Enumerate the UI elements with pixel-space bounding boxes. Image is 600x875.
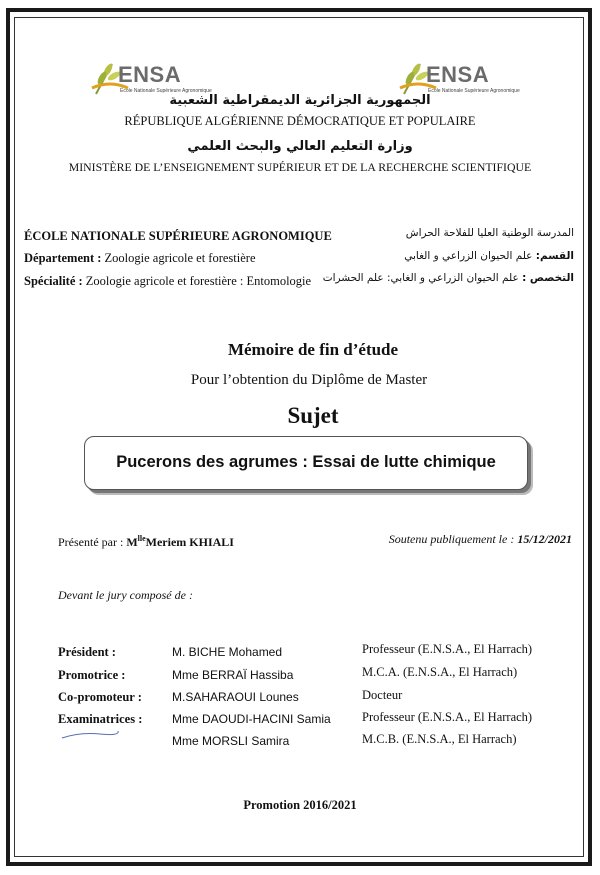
speciality-line-arabic <box>323 272 574 284</box>
ministry-french: MINISTÈRE DE L’ENSEIGNEMENT SUPÉRIEUR ET DE LA RECHERCHE SCIENTIFIQUE <box>68 160 532 174</box>
jury-grade: M.C.B. (E.N.S.A., El Harrach) <box>362 732 517 746</box>
subject-box <box>84 436 528 490</box>
department-label: Département : <box>24 251 102 265</box>
jury-name: Mme MORSLI Samira <box>172 734 290 748</box>
department-line <box>24 251 256 266</box>
logo-text: ENSA <box>426 62 490 87</box>
jury-role: Président : <box>58 645 116 659</box>
department-value-arabic: علم الحيوان الزراعي و الغابي <box>404 250 536 262</box>
defended-date: 15/12/2021 <box>517 532 572 546</box>
jury-grade: Docteur <box>362 688 403 702</box>
jury-grade: Professeur (E.N.S.A., El Harrach) <box>362 710 533 724</box>
republic-french: RÉPUBLIQUE ALGÉRIENNE DÉMOCRATIQUE ET POPULAIRE <box>124 114 476 128</box>
jury-intro: Devant le jury composé de : <box>58 588 193 602</box>
republic-arabic: الجمهورية الجزائرية الديمقراطية الشعبية <box>169 93 431 108</box>
subject-title: Pucerons des agrumes : Essai de lutte chimique <box>116 453 496 471</box>
sujet-heading: Sujet <box>287 403 339 428</box>
department-value: Zoologie agricole et forestière <box>101 251 256 265</box>
memoire-subtitle: Pour l’obtention du Diplôme de Master <box>190 372 428 388</box>
jury-name: Mme DAOUDI-HACINI Samia <box>172 712 331 726</box>
speciality-label: Spécialité : <box>24 274 83 288</box>
jury-name: M. BICHE Mohamed <box>172 645 283 659</box>
presented-by-line <box>58 534 234 550</box>
logo-subtitle: École Nationale Supérieure Agronomique <box>428 88 520 94</box>
jury-role: Promotrice : <box>58 668 126 682</box>
presented-label: Présenté par : <box>58 535 127 549</box>
speciality-value-arabic: علم الحيوان الزراعي و الغابي: علم الحشرات <box>322 272 523 284</box>
jury-name: Mme BERRAÏ Hassiba <box>172 668 294 682</box>
ministry-arabic: وزارة التعليم العالي والبحث العلمي <box>187 139 413 154</box>
jury-role: Examinatrices : <box>58 712 143 726</box>
presented-sup: lle <box>137 534 146 543</box>
speciality-label-arabic: التخصص : <box>522 272 574 284</box>
school-name-french: ÉCOLE NATIONALE SUPÉRIEURE AGRONOMIQUE <box>24 229 332 243</box>
jury-role: Co-promoteur : <box>58 690 142 704</box>
memoire-title: Mémoire de fin d’étude <box>227 340 399 359</box>
defended-line <box>389 532 572 547</box>
logo-text: ENSA <box>118 62 182 87</box>
pen-mark <box>60 728 120 742</box>
promotion: Promotion 2016/2021 <box>243 798 357 812</box>
speciality-line <box>24 274 311 289</box>
logo-subtitle: École Nationale Supérieure Agronomique <box>120 88 212 94</box>
defended-label: Soutenu publiquement le : <box>388 532 518 546</box>
jury-grade: M.C.A. (E.N.S.A., El Harrach) <box>362 665 518 679</box>
department-line-arabic <box>404 250 574 262</box>
presented-name: Meriem KHIALI <box>145 535 234 549</box>
presented-prefix: M <box>126 535 138 549</box>
jury-name: M.SAHARAOUI Lounes <box>172 690 299 704</box>
speciality-value: Zoologie agricole et forestière : Entomologie <box>82 274 312 288</box>
jury-grade: Professeur (E.N.S.A., El Harrach) <box>362 642 533 656</box>
department-label-arabic: القسم: <box>535 250 574 262</box>
school-name-arabic: المدرسة الوطنية العليا للفلاحة الحراش <box>405 227 574 239</box>
